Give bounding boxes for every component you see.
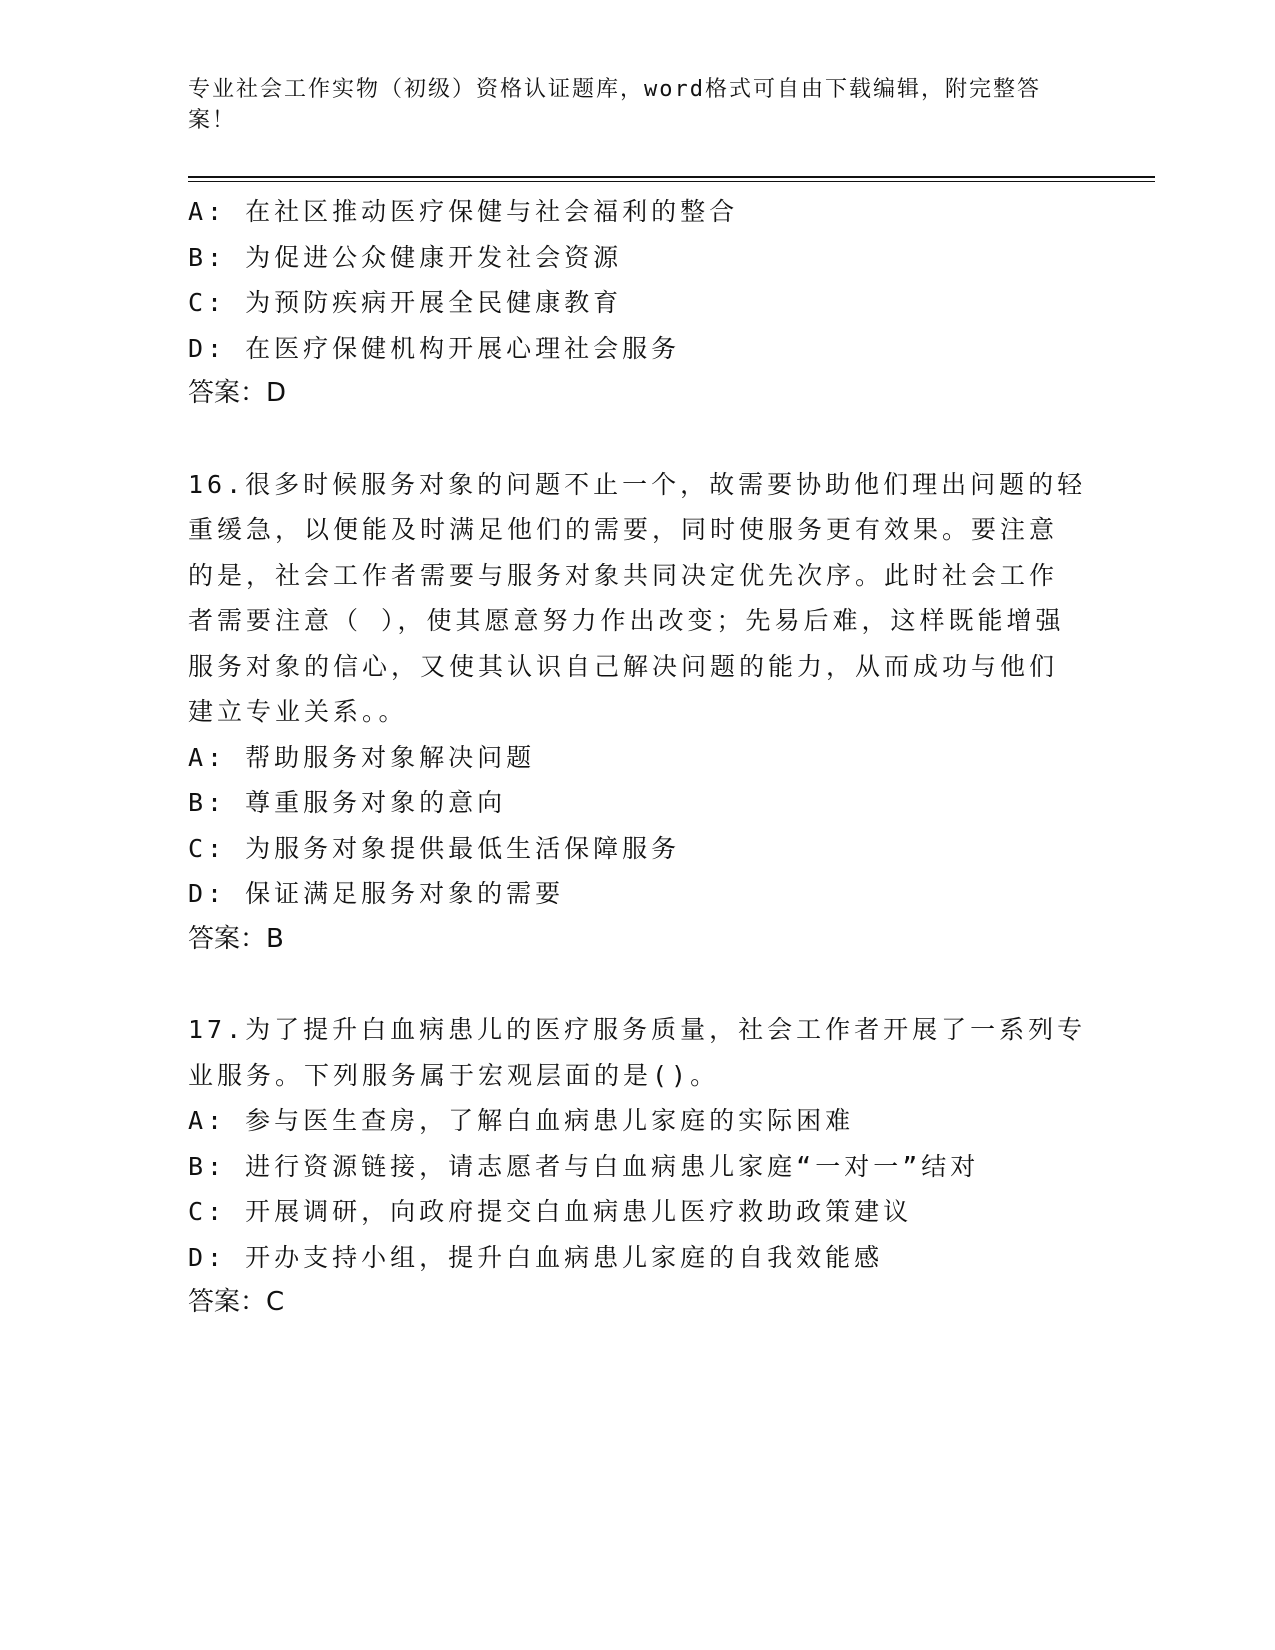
q16-stem-line-6: 建立专业关系。。 (188, 697, 408, 726)
q16-stem-line-3: 的是，社会工作者需要与服务对象共同决定优先次序。此时社会工作 (188, 560, 1059, 590)
document-header (188, 74, 1068, 136)
spacer (188, 962, 1088, 1007)
q17-option-c: C: 开展调研，向政府提交白血病患儿医疗救助政策建议 (188, 1197, 913, 1226)
q16-stem-line-5: 服务对象的信心，又使其认识自己解决问题的能力，从而成功与他们 (188, 651, 1059, 681)
q17-stem-line-1: 17.为了提升白血病患儿的医疗服务质量，社会工作者开展了一系列专 (188, 1015, 1087, 1044)
q16-stem-line-4: 者需要注意（ ），使其愿意努力作出改变；先易后难，这样既能增强 (188, 606, 1065, 635)
q17-option-a: A: 参与医生查房，了解白血病患儿家庭的实际困难 (188, 1106, 855, 1135)
question-16 (188, 462, 1088, 963)
header-line-2: 案！ (188, 108, 237, 133)
header-line-1: 专业社会工作实物（初级）资格认证题库，word格式可自由下载编辑，附完整答 (188, 77, 1041, 102)
q17-answer: 答案：C (188, 1287, 285, 1317)
q16-answer: 答案：B (188, 923, 284, 954)
q16-option-a: A: 帮助服务对象解决问题 (188, 742, 536, 772)
q16-option-c: C: 为服务对象提供最低生活保障服务 (188, 833, 681, 863)
q17-option-d: D: 开办支持小组，提升白血病患儿家庭的自我效能感 (188, 1242, 884, 1272)
q15-answer: 答案：D (188, 378, 287, 408)
header-divider-thick (188, 176, 1155, 178)
header-divider-thin (188, 181, 1155, 182)
question-content (188, 189, 1088, 1326)
q16-stem-line-2: 重缓急，以便能及时满足他们的需要，同时使服务更有效果。要注意 (188, 515, 1059, 544)
q16-option-b: B: 尊重服务对象的意向 (188, 788, 507, 817)
q15-option-b: B: 为促进公众健康开发社会资源 (188, 242, 623, 272)
q16-stem-line-1: 16.很多时候服务对象的问题不止一个，故需要协助他们理出问题的轻 (188, 469, 1087, 499)
question-15-options (188, 189, 1088, 417)
q16-option-d: D: 保证满足服务对象的需要 (188, 879, 565, 908)
q15-option-d: D: 在医疗保健机构开展心理社会服务 (188, 333, 681, 363)
spacer (188, 417, 1088, 462)
question-17 (188, 1007, 1088, 1326)
q15-option-c: C: 为预防疾病开展全民健康教育 (188, 288, 623, 317)
q17-stem-line-2: 业服务。下列服务属于宏观层面的是()。 (188, 1060, 720, 1090)
q15-option-a: A: 在社区推动医疗保健与社会福利的整合 (188, 197, 739, 226)
q17-option-b: B: 进行资源链接，请志愿者与白血病患儿家庭“一对一”结对 (188, 1151, 980, 1181)
